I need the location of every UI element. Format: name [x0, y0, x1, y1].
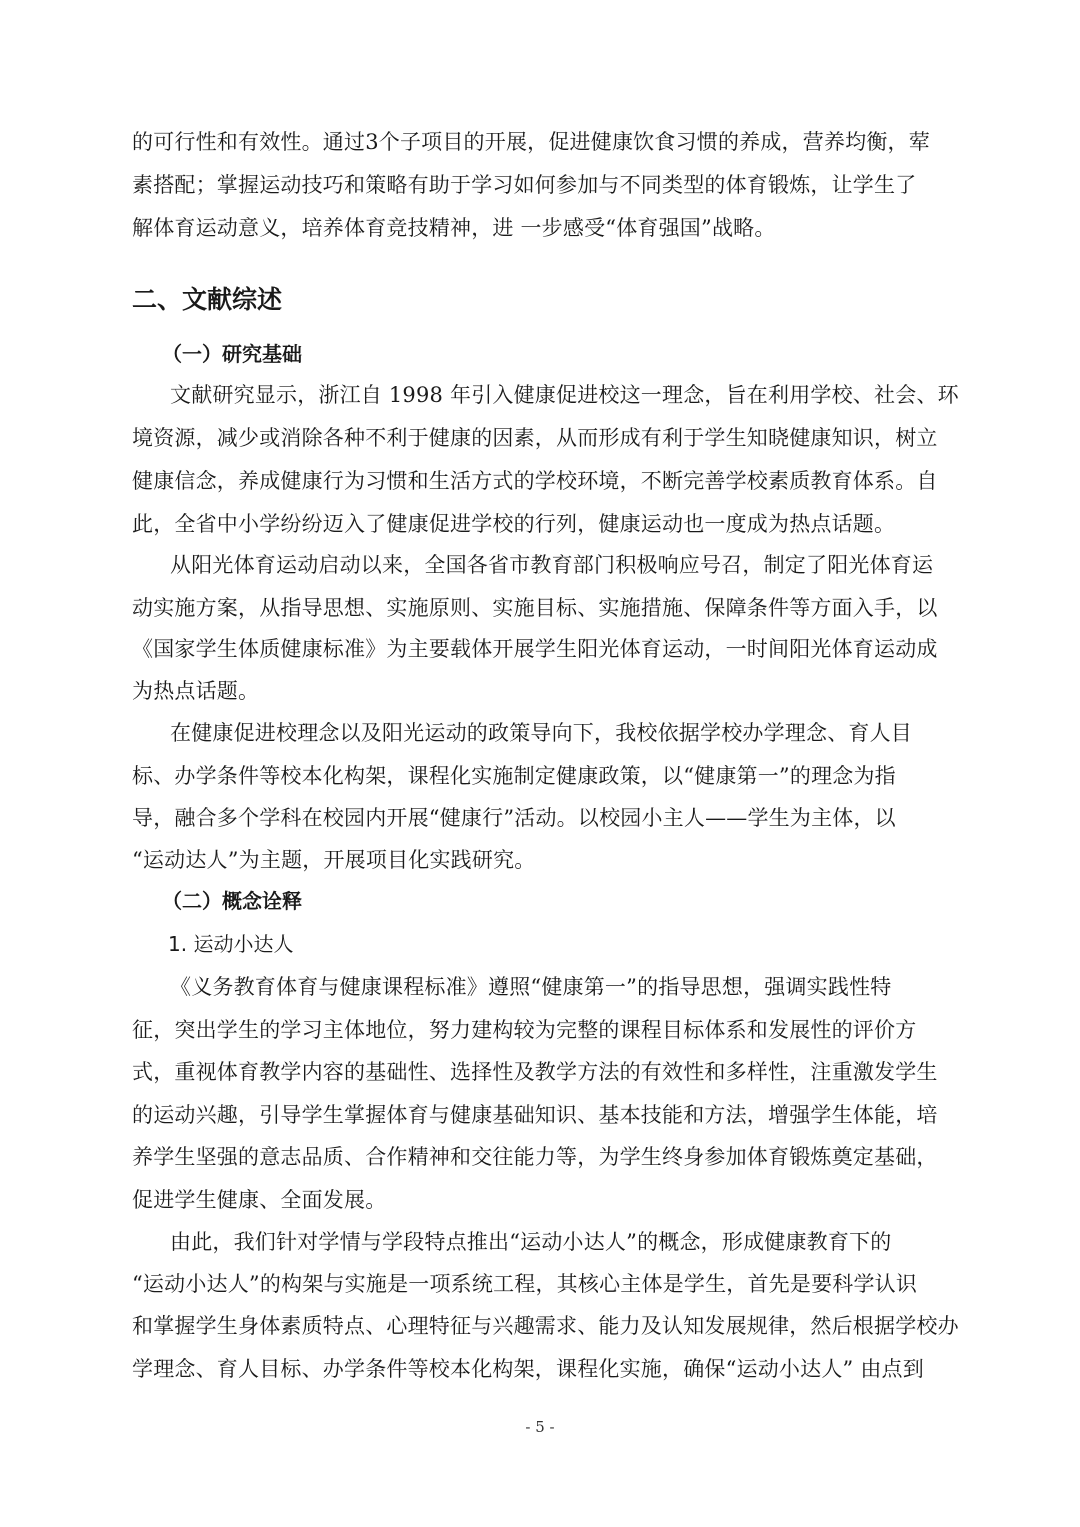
text-line: “运动达人”为主题，开展项目化实践研究。	[132, 848, 536, 872]
text-line: 由此，我们针对学情与学段特点推出“运动小达人”的概念，形成健康教育下的	[170, 1230, 892, 1254]
text-line: 学理念、育人目标、办学条件等校本化构架，课程化实施，确保“运动小达人” 由点到	[132, 1357, 924, 1381]
text-line: 在健康促进校理念以及阳光运动的政策导向下，我校依据学校办学理念、育人目	[170, 721, 912, 745]
text-line: 养学生坚强的意志品质、合作精神和交往能力等，为学生终身参加体育锻炼奠定基础，	[132, 1145, 938, 1169]
subsection-title: （二）概念诠释	[162, 889, 302, 913]
subsection-title: （一）研究基础	[162, 342, 302, 366]
text-line: 境资源，减少或消除各种不利于健康的因素，从而形成有利于学生知晓健康知识，树立	[132, 426, 938, 450]
text-line: 《国家学生体质健康标准》为主要载体开展学生阳光体育运动，一时间阳光体育运动成	[132, 637, 938, 661]
text-line: 健康信念，养成健康行为习惯和生活方式的学校环境，不断完善学校素质教育体系。自	[132, 469, 938, 493]
text-line: 从阳光体育运动启动以来，全国各省市教育部门积极响应号召，制定了阳光体育运	[170, 553, 934, 577]
text-line: 导，融合多个学科在校园内开展“健康行”活动。以校园小主人——学生为主体，以	[132, 806, 896, 830]
text-line: 此，全省中小学纷纷迈入了健康促进学校的行列，健康运动也一度成为热点话题。	[132, 512, 896, 536]
page-number: - 5 -	[525, 1418, 555, 1436]
text-line: 解体育运动意义，培养体育竞技精神，进 一步感受“体育强国”战略。	[132, 216, 776, 240]
text-line: “运动小达人”的构架与实施是一项系统工程，其核心主体是学生，首先是要科学认识	[132, 1272, 918, 1296]
text-line: 的可行性和有效性。通过3个子项目的开展，促进健康饮食习惯的养成，营养均衡，荤	[132, 130, 930, 154]
item-heading: 1. 运动小达人	[168, 932, 294, 956]
text-line: 素搭配；掌握运动技巧和策略有助于学习如何参加与不同类型的体育锻炼，让学生了	[132, 173, 917, 197]
text-line: 《义务教育体育与健康课程标准》遵照“健康第一”的指导思想，强调实践性特	[170, 975, 892, 999]
text-line: 征，突出学生的学习主体地位，努力建构较为完整的课程目标体系和发展性的评价方	[132, 1018, 917, 1042]
text-line: 和掌握学生身体素质特点、心理特征与兴趣需求、能力及认知发展规律，然后根据学校办	[132, 1314, 959, 1338]
text-line: 文献研究显示，浙江自 1998 年引入健康促进校这一理念，旨在利用学校、社会、环	[170, 383, 959, 407]
text-line: 的运动兴趣，引导学生掌握体育与健康基础知识、基本技能和方法，增强学生体能，培	[132, 1103, 938, 1127]
text-line: 式，重视体育教学内容的基础性、选择性及教学方法的有效性和多样性，注重激发学生	[132, 1060, 938, 1084]
text-line: 促进学生健康、全面发展。	[132, 1188, 387, 1212]
text-line: 标、办学条件等校本化构架，课程化实施制定健康政策，以“健康第一”的理念为指	[132, 764, 896, 788]
text-line: 为热点话题。	[132, 679, 260, 703]
text-line: 动实施方案，从指导思想、实施原则、实施目标、实施措施、保障条件等方面入手，以	[132, 596, 938, 620]
section-title: 二、文献综述	[132, 285, 283, 314]
